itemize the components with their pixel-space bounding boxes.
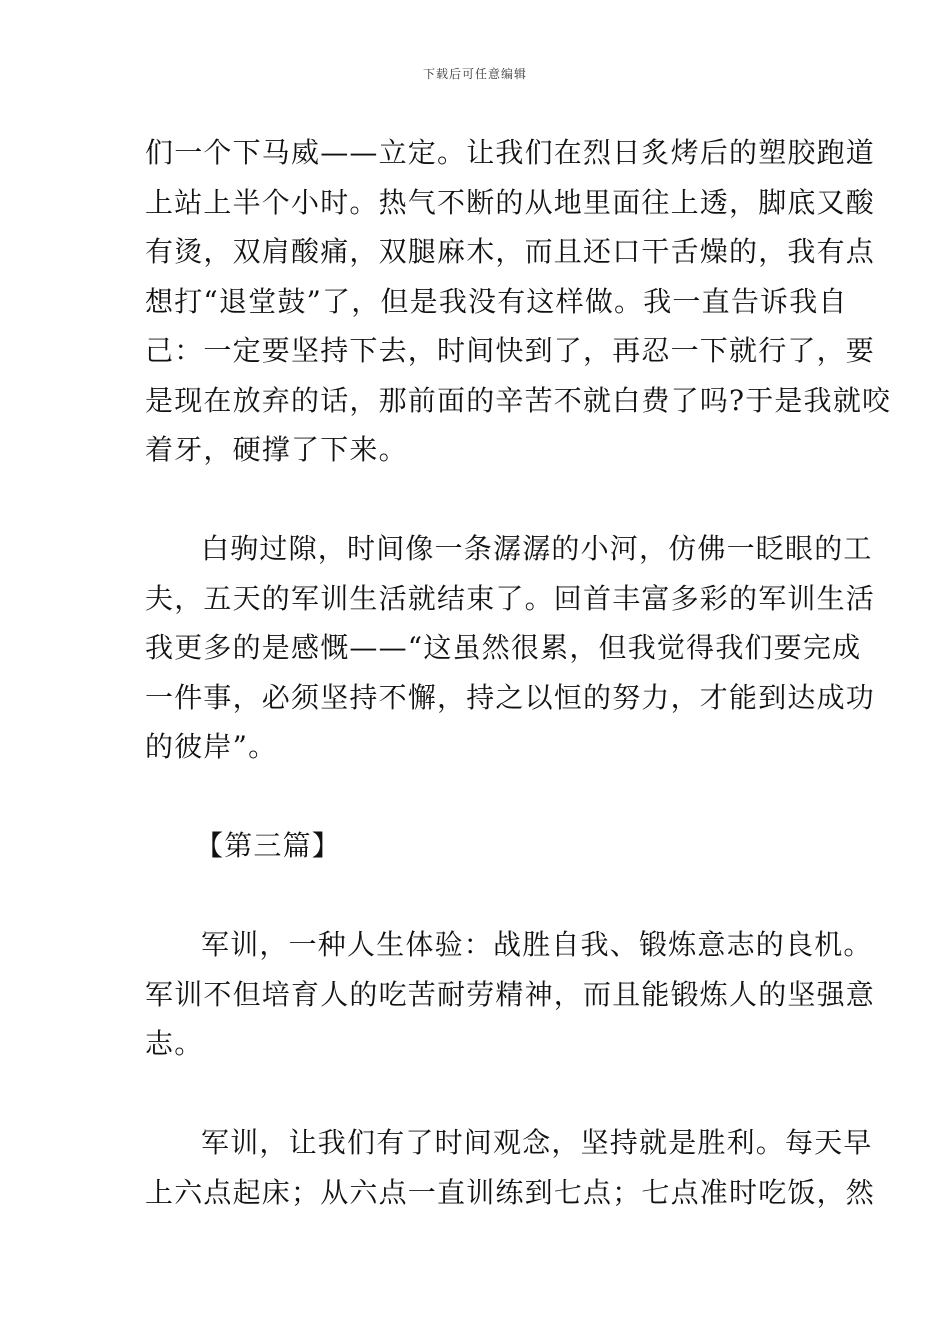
text-line: 着牙，硬撑了下来。: [145, 433, 408, 466]
paragraph-spacer: [145, 1069, 807, 1119]
text-line: 军训，一种人生体验：战胜自我、锻炼意志的良机。: [201, 928, 873, 961]
text-line: 军训不但培育人的吃苦耐劳精神，而且能锻炼人的坚强意: [145, 977, 876, 1011]
text-line: 志。: [145, 1027, 204, 1060]
paragraph: [145, 524, 876, 772]
text-line: 白驹过隙，时间像一条潺潺的小河，仿佛一眨眼的工: [201, 532, 873, 565]
section-heading: 【第三篇】: [195, 829, 342, 862]
text-line: 上站上半个小时。热气不断的从地里面往上透，脚底又酸: [145, 185, 876, 219]
text-line: 我更多的是感慨——“这虽然很累，但我觉得我们要完成: [145, 631, 862, 664]
document-body: [145, 128, 892, 1217]
text-line: 们一个下马威——立定。让我们在烈日炙烤后的塑胶跑道: [145, 136, 876, 169]
paragraph: [145, 128, 892, 475]
paragraph-spacer: [145, 772, 807, 822]
text-line: 上六点起床；从六点一直训练到七点；七点准时吃饭，然: [145, 1175, 876, 1209]
text-line: 有烫，双肩酸痛，双腿麻木，而且还口干舌燥的，我有点: [145, 235, 876, 268]
text-line: 己：一定要坚持下去，时间快到了，再忍一下就行了，要: [145, 334, 876, 367]
paragraph-spacer: [145, 475, 807, 525]
page-header: 下载后可任意编辑: [422, 67, 527, 81]
text-line: 是现在放弃的话，那前面的辛苦不就白费了吗?于是我就咬: [145, 383, 892, 417]
text-line: 想打“退堂鼓”了，但是我没有这样做。我一直告诉我自: [145, 284, 848, 318]
text-line: 夫，五天的军训生活就结束了。回首丰富多彩的军训生活: [145, 581, 876, 615]
paragraph: [145, 1118, 876, 1217]
paragraph-spacer: [145, 871, 807, 921]
text-line: 一件事，必须坚持不懈，持之以恒的努力，才能到达成功: [145, 680, 876, 714]
text-line: 军训，让我们有了时间观念，坚持就是胜利。每天早: [201, 1126, 873, 1159]
paragraph: [145, 920, 876, 1069]
text-line: 的彼岸”。: [145, 730, 278, 763]
